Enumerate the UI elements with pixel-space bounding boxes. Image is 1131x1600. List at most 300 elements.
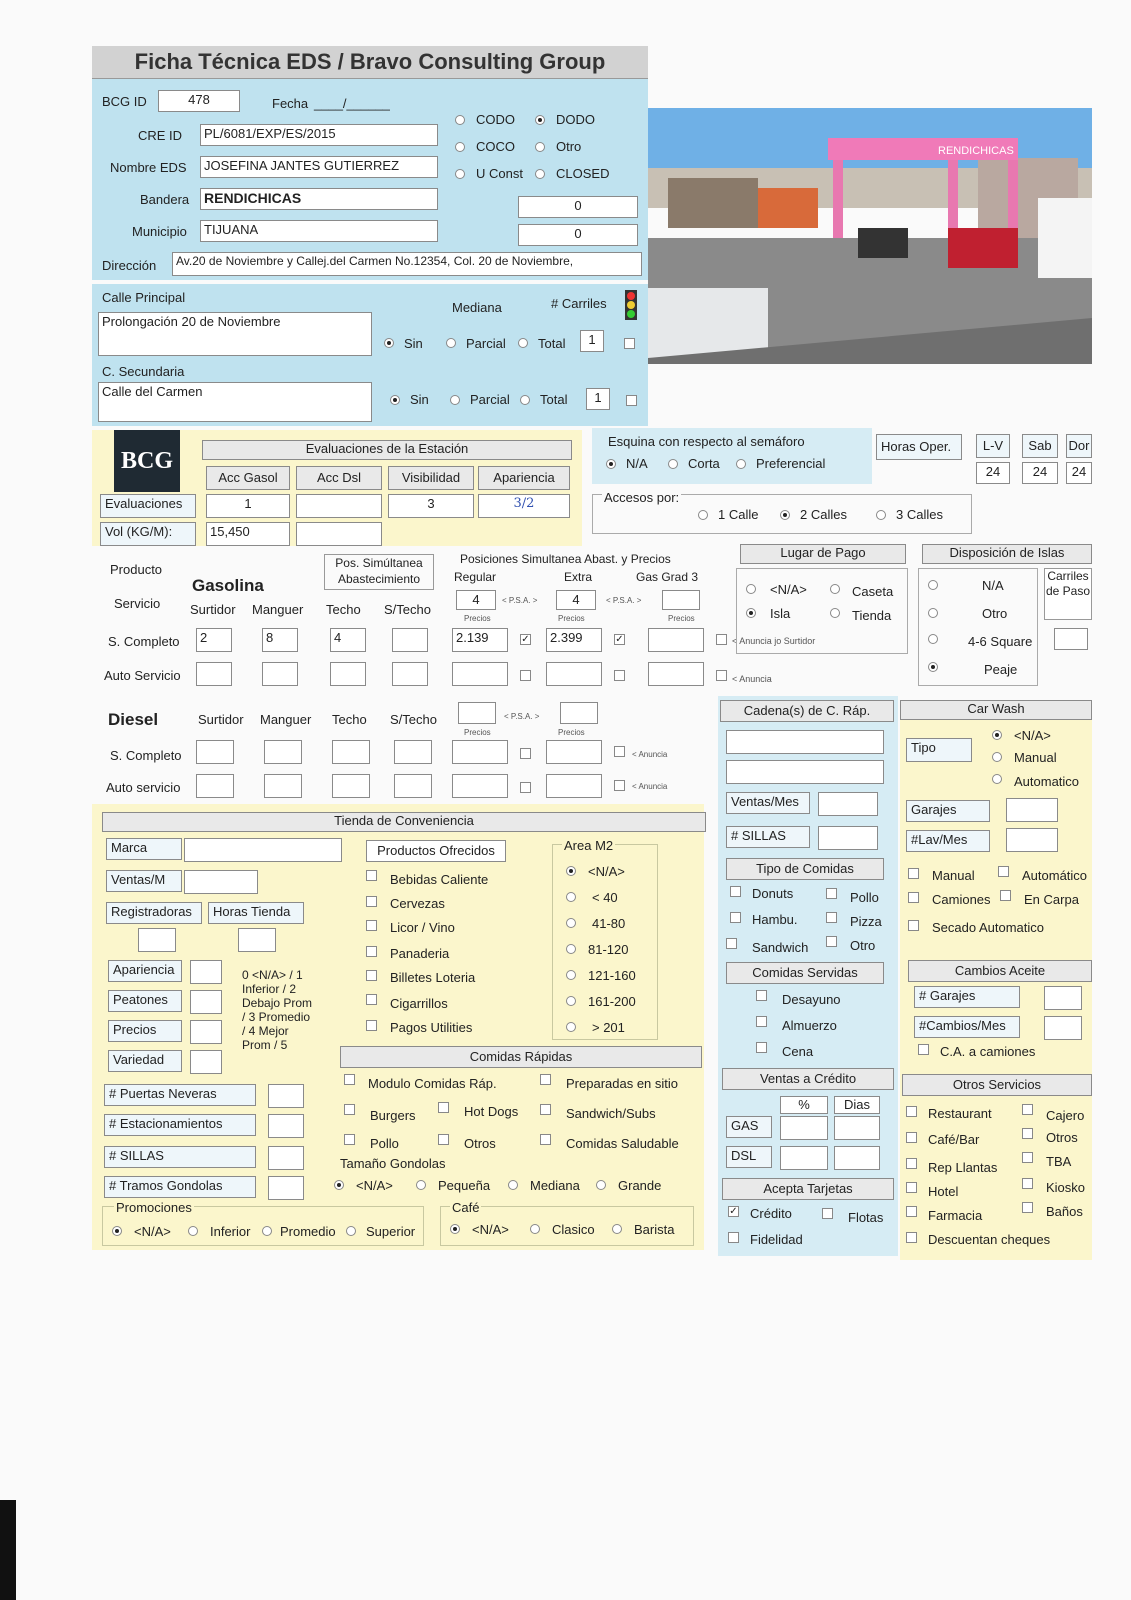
- cadenas-ventas-field[interactable]: [818, 792, 878, 816]
- otros-banos-label: Baños: [1046, 1204, 1083, 1219]
- extra-psa-field[interactable]: 4: [556, 590, 596, 610]
- promo-superior-radio[interactable]: [346, 1226, 356, 1236]
- mediana2-parcial-label: Parcial: [470, 392, 510, 407]
- tipo-donuts-label: Donuts: [752, 886, 794, 901]
- otros-cafebar-label: Café/Bar: [928, 1132, 980, 1147]
- nombre-field[interactable]: JOSEFINA JANTES GUTIERREZ: [200, 156, 438, 178]
- gas-sc-label: S. Completo: [108, 634, 180, 649]
- type-otro-label: Otro: [556, 139, 582, 154]
- type-dodo-label: DODO: [556, 112, 595, 127]
- tipo-pizza-label: Pizza: [850, 914, 882, 929]
- otros-banos-check[interactable]: [1022, 1202, 1033, 1213]
- carwash-lav-button[interactable]: #Lav/Mes: [906, 830, 990, 852]
- diesel-title: Diesel: [108, 710, 159, 729]
- dsl-sc-surtidor[interactable]: [196, 740, 234, 764]
- eval-col-visibilidad: Visibilidad: [388, 466, 474, 490]
- promo-promedio-radio[interactable]: [262, 1226, 272, 1236]
- horas-oper-button[interactable]: Horas Oper.: [876, 434, 962, 460]
- cre-id-field[interactable]: PL/6081/EXP/ES/2015: [200, 124, 438, 146]
- tipo-hambu-check[interactable]: [730, 912, 741, 923]
- mediana1-total-radio[interactable]: [518, 338, 528, 348]
- carriles1-check[interactable]: [624, 338, 635, 349]
- regular-psa-field[interactable]: 4: [456, 590, 496, 610]
- cr-burgers-check[interactable]: [344, 1104, 355, 1115]
- calle-principal-field[interactable]: Prolongación 20 de Noviembre: [98, 312, 372, 356]
- islas-otro-label: Otro: [982, 606, 1008, 621]
- gas-auto-check-3[interactable]: [716, 670, 727, 681]
- carwash-auto-radio[interactable]: [992, 774, 1002, 784]
- area-80-label: 41-80: [592, 916, 626, 931]
- tienda-marca-field[interactable]: [184, 838, 342, 862]
- type-dodo-radio[interactable]: [535, 115, 545, 125]
- area-201-label: > 201: [592, 1020, 625, 1035]
- mediana-label: Mediana: [452, 300, 502, 315]
- promo-na-label: <N/A>: [134, 1224, 171, 1239]
- estacionamientos-button[interactable]: # Estacionamientos: [104, 1114, 256, 1136]
- carwash-garajes-button[interactable]: Garajes: [906, 800, 990, 822]
- cr-modulo-check[interactable]: [344, 1074, 355, 1085]
- direccion-label: Dirección: [102, 258, 157, 273]
- esquina-pref-label: Preferencial: [756, 456, 826, 471]
- credito-dsl-pct[interactable]: [780, 1146, 828, 1170]
- tipo-hambu-label: Hambu.: [752, 912, 798, 927]
- aceite-garajes-field[interactable]: [1044, 986, 1082, 1010]
- servidas-title: Comidas Servidas: [726, 962, 884, 984]
- gondolas-pequena-label: Pequeña: [438, 1178, 491, 1193]
- dsl-psa-1[interactable]: [458, 702, 496, 724]
- esquina-title: Esquina con respecto al semáforo: [608, 434, 805, 449]
- gas-col-manguer: Manguer: [252, 602, 304, 617]
- otros-cafebar-check[interactable]: [906, 1132, 917, 1143]
- islas-na-radio[interactable]: [928, 580, 938, 590]
- num-field-2[interactable]: 0: [518, 224, 638, 246]
- vol-field[interactable]: 15,450: [206, 522, 290, 546]
- gas-auto-surtidor[interactable]: [196, 662, 232, 686]
- tienda-precios-field[interactable]: [190, 1020, 222, 1044]
- dsl-psa-tag: < P.S.A. >: [504, 712, 540, 721]
- eval-apariencia-field[interactable]: 3/2: [478, 494, 570, 518]
- gas-auto-techo[interactable]: [330, 662, 366, 686]
- servidas-desayuno-label: Desayuno: [782, 992, 841, 1007]
- area-40-label: < 40: [592, 890, 618, 905]
- tienda-registradoras-field[interactable]: [138, 928, 176, 952]
- eval-title: Evaluaciones de la Estación: [202, 440, 572, 460]
- vol-field-2[interactable]: [296, 522, 382, 546]
- prod-panaderia-check[interactable]: [366, 946, 377, 957]
- tarjetas-flotas-check[interactable]: [822, 1208, 833, 1219]
- bcg-id-label: BCG ID: [102, 94, 147, 109]
- cr-pollo-check[interactable]: [344, 1134, 355, 1145]
- cafe-clasico-radio[interactable]: [530, 1224, 540, 1234]
- prod-loteria-label: Billetes Loteria: [390, 970, 476, 985]
- otros-llantas-check[interactable]: [906, 1158, 917, 1169]
- scale-line-1: 0 <N/A> / 1: [242, 968, 303, 982]
- dsl-col-surtidor: Surtidor: [198, 712, 244, 727]
- tienda-variedad-button[interactable]: Variedad: [108, 1050, 182, 1072]
- carwash-na-radio[interactable]: [992, 730, 1002, 740]
- promo-na-radio[interactable]: [112, 1226, 122, 1236]
- promo-inferior-label: Inferior: [210, 1224, 251, 1239]
- cr-saludable-label: Comidas Saludable: [566, 1136, 679, 1151]
- area-na-label: <N/A>: [588, 864, 625, 879]
- prod-bebidas-check[interactable]: [366, 870, 377, 881]
- mediana2-total-radio[interactable]: [520, 395, 530, 405]
- gasolina-title: Gasolina: [192, 576, 264, 595]
- dsl-auto-check-1[interactable]: [520, 782, 531, 793]
- islas-otro-radio[interactable]: [928, 608, 938, 618]
- accesos-2-label: 2 Calles: [800, 507, 847, 522]
- mediana1-sin-radio[interactable]: [384, 338, 394, 348]
- accesos-1-radio[interactable]: [698, 510, 708, 520]
- tienda-horas-field[interactable]: [238, 928, 276, 952]
- servidas-cena-check[interactable]: [756, 1042, 767, 1053]
- gas-sc-surtidor[interactable]: 2: [196, 628, 232, 652]
- otros-cajero-label: Cajero: [1046, 1108, 1085, 1123]
- calle-secundaria-label: C. Secundaria: [102, 364, 185, 379]
- tienda-registradoras-button[interactable]: Registradoras: [106, 902, 202, 924]
- prod-utilities-check[interactable]: [366, 1020, 377, 1031]
- horas-col-dom: Dor: [1066, 434, 1092, 458]
- tipo-pollo-check[interactable]: [826, 888, 837, 899]
- tienda-title: Tienda de Conveniencia: [102, 812, 706, 832]
- carwash-lav-field[interactable]: [1006, 828, 1058, 852]
- tramos-button[interactable]: # Tramos Gondolas: [104, 1176, 256, 1198]
- dsl-sc-check-2[interactable]: [614, 746, 625, 757]
- eval-accgasol-field[interactable]: 1: [206, 494, 290, 518]
- pago-tienda-label: Tienda: [852, 608, 892, 623]
- cw-camiones-check[interactable]: [908, 892, 919, 903]
- tienda-marca-button[interactable]: Marca: [106, 838, 182, 860]
- carwash-garajes-field[interactable]: [1006, 798, 1058, 822]
- dsl-sc-price-1[interactable]: [452, 740, 508, 764]
- aceite-title: Cambios Aceite: [908, 960, 1092, 982]
- horas-sab-field[interactable]: 24: [1022, 462, 1058, 484]
- tienda-apariencia-field[interactable]: [190, 960, 222, 984]
- cr-sandwich-check[interactable]: [540, 1104, 551, 1115]
- dsl-psa-2[interactable]: [560, 702, 598, 724]
- scale-line-2: Inferior / 2: [242, 982, 297, 996]
- cadenas-sillas-button[interactable]: # SILLAS: [726, 826, 810, 848]
- carwash-na-label: <N/A>: [1014, 728, 1051, 743]
- esquina-corta-radio[interactable]: [668, 459, 678, 469]
- esquina-na-radio[interactable]: [606, 459, 616, 469]
- extra-psa-tag: < P.S.A. >: [606, 596, 642, 605]
- mediana1-parcial-radio[interactable]: [446, 338, 456, 348]
- traffic-light-icon: [618, 290, 644, 320]
- credito-pct-header: %: [780, 1096, 828, 1114]
- gas-auto-manguer[interactable]: [262, 662, 298, 686]
- area-201-radio[interactable]: [566, 1022, 576, 1032]
- otros-restaurant-label: Restaurant: [928, 1106, 992, 1121]
- precios-tag-2: Precios: [558, 614, 585, 623]
- accesos-3-radio[interactable]: [876, 510, 886, 520]
- gas-auto-check-1[interactable]: [520, 670, 531, 681]
- pago-tienda-radio[interactable]: [830, 608, 840, 618]
- aceite-cambios-button[interactable]: #Cambios/Mes: [914, 1016, 1020, 1038]
- promo-superior-label: Superior: [366, 1224, 416, 1239]
- fecha-label: Fecha: [272, 96, 309, 111]
- estacionamientos-field[interactable]: [268, 1114, 304, 1138]
- dsl-auto-price-1[interactable]: [452, 774, 508, 798]
- gas-auto-stecho[interactable]: [392, 662, 428, 686]
- area-200-radio[interactable]: [566, 996, 576, 1006]
- cw-manual-label: Manual: [932, 868, 975, 883]
- cre-id-label: CRE ID: [138, 128, 183, 143]
- esquina-pref-radio[interactable]: [736, 459, 746, 469]
- area-120-label: 81-120: [588, 942, 629, 957]
- type-codo-radio[interactable]: [455, 115, 465, 125]
- credito-gas-dias[interactable]: [834, 1116, 880, 1140]
- gondolas-pequena-radio[interactable]: [416, 1180, 426, 1190]
- tienda-sillas-button[interactable]: # SILLAS: [104, 1146, 256, 1168]
- dsl-auto-check-2[interactable]: [614, 780, 625, 791]
- gas-sc-stecho[interactable]: [392, 628, 428, 652]
- num-field-1[interactable]: 0: [518, 196, 638, 218]
- bcg-logo: BCG: [114, 430, 180, 492]
- tarjetas-credito-check[interactable]: ✓: [729, 1206, 738, 1217]
- gondolas-na-label: <N/A>: [356, 1178, 393, 1193]
- pago-na-radio[interactable]: [746, 584, 756, 594]
- lugar-pago-title: Lugar de Pago: [740, 544, 906, 564]
- servidas-desayuno-check[interactable]: [756, 990, 767, 1001]
- servidas-almuerzo-check[interactable]: [756, 1016, 767, 1027]
- bcg-id-field[interactable]: 478: [158, 90, 240, 112]
- mediana2-sin-radio[interactable]: [390, 395, 400, 405]
- horas-col-sab: Sab: [1022, 434, 1058, 458]
- tipo-pollo-label: Pollo: [850, 890, 879, 905]
- dsl-sc-manguer[interactable]: [264, 740, 302, 764]
- cr-modulo-label: Modulo Comidas Ráp.: [368, 1076, 497, 1091]
- otros-farmacia-check[interactable]: [906, 1206, 917, 1217]
- gas-extra-anuncia-check[interactable]: ✓: [615, 634, 624, 645]
- comidas-title: Comidas Rápidas: [340, 1046, 702, 1068]
- dsl-sc-check-1[interactable]: [520, 748, 531, 759]
- municipio-field[interactable]: TIJUANA: [200, 220, 438, 242]
- type-coco-radio[interactable]: [455, 142, 465, 152]
- dsl-auto-stecho[interactable]: [394, 774, 432, 798]
- islas-square-radio[interactable]: [928, 634, 938, 644]
- cafe-barista-radio[interactable]: [612, 1224, 622, 1234]
- prod-cervezas-check[interactable]: [366, 896, 377, 907]
- credito-dias-header: Dias: [834, 1096, 880, 1114]
- gas-sc-manguer[interactable]: 8: [262, 628, 298, 652]
- esquina-na-label: N/A: [626, 456, 648, 471]
- otros-hotel-check[interactable]: [906, 1182, 917, 1193]
- carriles-paso-field[interactable]: [1054, 628, 1088, 650]
- productos-title: Productos Ofrecidos: [366, 840, 506, 862]
- pago-isla-label: Isla: [770, 606, 791, 621]
- otros-kiosko-check[interactable]: [1022, 1178, 1033, 1189]
- credito-gas-pct[interactable]: [780, 1116, 828, 1140]
- tienda-variedad-field[interactable]: [190, 1050, 222, 1074]
- cr-saludable-check[interactable]: [540, 1134, 551, 1145]
- prod-cervezas-label: Cervezas: [390, 896, 445, 911]
- carwash-tipo-button[interactable]: Tipo: [906, 738, 972, 762]
- eval-col-accgasol: Acc Gasol: [206, 466, 290, 490]
- gas-auto-price-2[interactable]: [546, 662, 602, 686]
- accesos-2-radio[interactable]: [780, 510, 790, 520]
- otros-otros-check[interactable]: [1022, 1128, 1033, 1139]
- area-na-radio[interactable]: [566, 866, 576, 876]
- tienda-apariencia-button[interactable]: Apariencia: [108, 960, 182, 982]
- area-40-radio[interactable]: [566, 892, 576, 902]
- tienda-ventas-field[interactable]: [184, 870, 258, 894]
- type-otro-radio[interactable]: [535, 142, 545, 152]
- tienda-precios-button[interactable]: Precios: [108, 1020, 182, 1042]
- cadenas-field-2[interactable]: [726, 760, 884, 784]
- gondolas-grande-radio[interactable]: [596, 1180, 606, 1190]
- gas-auto-price-3[interactable]: [648, 662, 704, 686]
- prod-cigarrillos-label: Cigarrillos: [390, 996, 448, 1011]
- type-closed-radio[interactable]: [535, 169, 545, 179]
- mediana2-parcial-radio[interactable]: [450, 395, 460, 405]
- tipo-donuts-check[interactable]: [730, 886, 741, 897]
- tienda-ventas-button[interactable]: Ventas/M: [106, 870, 182, 892]
- gas-grade3-anuncia-check[interactable]: [716, 634, 727, 645]
- gas-col-surtidor: Surtidor: [190, 602, 236, 617]
- cw-automatico-check[interactable]: [998, 866, 1009, 877]
- prod-loteria-check[interactable]: [366, 970, 377, 981]
- cr-preparadas-check[interactable]: [540, 1074, 551, 1085]
- eval-visibilidad-field[interactable]: 3: [388, 494, 474, 518]
- carwash-auto-label: Automatico: [1014, 774, 1080, 789]
- area-120-radio[interactable]: [566, 944, 576, 954]
- calle-secundaria-field[interactable]: Calle del Carmen: [98, 382, 372, 422]
- dsl-auto-surtidor[interactable]: [196, 774, 234, 798]
- tarjetas-fidelidad-check[interactable]: [728, 1232, 739, 1243]
- gas-sc-techo[interactable]: 4: [330, 628, 366, 652]
- scale-line-4: / 3 Promedio: [242, 1010, 311, 1024]
- eval-col-apariencia: Apariencia: [478, 466, 570, 490]
- cafe-title: Café: [452, 1200, 480, 1215]
- gas-price-extra[interactable]: 2.399: [546, 628, 602, 652]
- area-160-radio[interactable]: [566, 970, 576, 980]
- type-uconst-radio[interactable]: [455, 169, 465, 179]
- gondolas-na-radio[interactable]: [334, 1180, 344, 1190]
- horas-dom-field[interactable]: 24: [1066, 462, 1092, 484]
- cw-carpa-check[interactable]: [1000, 890, 1011, 901]
- dsl-col-techo: Techo: [332, 712, 367, 727]
- aceite-cambios-field[interactable]: [1044, 1016, 1082, 1040]
- otros-tba-check[interactable]: [1022, 1152, 1033, 1163]
- scale-line-5: / 4 Mejor: [242, 1024, 289, 1038]
- prod-licor-check[interactable]: [366, 920, 377, 931]
- bandera-field[interactable]: RENDICHICAS: [200, 188, 438, 210]
- cadenas-field-1[interactable]: [726, 730, 884, 754]
- tienda-sillas-field[interactable]: [268, 1146, 304, 1170]
- gas-auto-price-1[interactable]: [452, 662, 508, 686]
- tienda-horas-button[interactable]: Horas Tienda: [208, 902, 304, 924]
- cafe-na-radio[interactable]: [450, 1224, 460, 1234]
- calle-principal-label: Calle Principal: [102, 290, 186, 305]
- credito-dsl-button[interactable]: DSL: [726, 1146, 772, 1168]
- dsl-auto-manguer[interactable]: [264, 774, 302, 798]
- tipo-otro-check[interactable]: [826, 936, 837, 947]
- gondolas-grande-label: Grande: [618, 1178, 662, 1193]
- tipo-sandwich-label: Sandwich: [752, 940, 809, 955]
- carriles2-field[interactable]: 1: [586, 388, 610, 410]
- otros-cajero-check[interactable]: [1022, 1104, 1033, 1115]
- tipo-otro-label: Otro: [850, 938, 876, 953]
- otros-otros-label: Otros: [1046, 1130, 1078, 1145]
- dsl-auto-techo[interactable]: [332, 774, 370, 798]
- regular-psa-tag: < P.S.A. >: [502, 596, 538, 605]
- promo-inferior-radio[interactable]: [188, 1226, 198, 1236]
- aceite-ca-check[interactable]: [918, 1044, 929, 1055]
- islas-peaje-radio[interactable]: [928, 662, 938, 672]
- prod-cigarrillos-check[interactable]: [366, 994, 377, 1005]
- area-80-radio[interactable]: [566, 918, 576, 928]
- tramos-field[interactable]: [268, 1176, 304, 1200]
- dsl-sc-anuncia: < Anuncia: [632, 750, 668, 759]
- tienda-peatones-field[interactable]: [190, 990, 222, 1014]
- dsl-sc-price-2[interactable]: [546, 740, 602, 764]
- credito-dsl-dias[interactable]: [834, 1146, 880, 1170]
- servidas-almuerzo-label: Almuerzo: [782, 1018, 837, 1033]
- gondolas-mediana-radio[interactable]: [508, 1180, 518, 1190]
- dsl-sc-techo[interactable]: [332, 740, 370, 764]
- aceite-garajes-button[interactable]: # Garajes: [914, 986, 1020, 1008]
- otros-cheques-check[interactable]: [906, 1232, 917, 1243]
- accesos-3-label: 3 Calles: [896, 507, 943, 522]
- gas-price-grade3[interactable]: [648, 628, 704, 652]
- cr-otros-check[interactable]: [438, 1134, 449, 1145]
- pago-isla-radio[interactable]: [746, 608, 756, 618]
- tipo-pizza-check[interactable]: [826, 912, 837, 923]
- otros-cheques-label: Descuentan cheques: [928, 1232, 1051, 1247]
- cw-secado-check[interactable]: [908, 920, 919, 931]
- promo-title: Promociones: [116, 1200, 192, 1215]
- vol-button[interactable]: Vol (KG/M):: [100, 522, 196, 546]
- carriles2-check[interactable]: [626, 395, 637, 406]
- title-bar: [92, 46, 648, 79]
- otros-kiosko-label: Kiosko: [1046, 1180, 1086, 1195]
- cadenas-sillas-field[interactable]: [818, 826, 878, 850]
- gas-regular-anuncia-check[interactable]: ✓: [521, 634, 530, 645]
- gas-price-regular[interactable]: 2.139: [452, 628, 508, 652]
- puertas-field[interactable]: [268, 1084, 304, 1108]
- cadenas-ventas-button[interactable]: Ventas/Mes: [726, 792, 810, 814]
- grade3-psa-field[interactable]: [662, 590, 700, 610]
- direccion-field[interactable]: Av.20 de Noviembre y Callej.del Carmen No.12354, Col. 20 de Noviembre,: [172, 252, 642, 276]
- cr-otros-label: Otros: [464, 1136, 496, 1151]
- cr-hotdogs-check[interactable]: [438, 1102, 449, 1113]
- dsl-auto-price-2[interactable]: [546, 774, 602, 798]
- tienda-peatones-button[interactable]: Peatones: [108, 990, 182, 1012]
- puertas-button[interactable]: # Puertas Neveras: [104, 1084, 256, 1106]
- horas-lv-field[interactable]: 24: [976, 462, 1010, 484]
- dsl-sc-stecho[interactable]: [394, 740, 432, 764]
- nombre-label: Nombre EDS: [110, 160, 187, 175]
- gas-auto-label: Auto Servicio: [104, 668, 181, 683]
- cr-hotdogs-label: Hot Dogs: [464, 1104, 519, 1119]
- eval-accdsl-field[interactable]: [296, 494, 382, 518]
- cw-manual-check[interactable]: [908, 868, 919, 879]
- tipo-sandwich-check[interactable]: [726, 938, 737, 949]
- otros-title: Otros Servicios: [902, 1074, 1092, 1096]
- carriles1-field[interactable]: 1: [580, 330, 604, 352]
- pago-caseta-radio[interactable]: [830, 584, 840, 594]
- station-photo: [648, 108, 1092, 364]
- type-closed-label: CLOSED: [556, 166, 610, 181]
- otros-restaurant-check[interactable]: [906, 1106, 917, 1117]
- evaluaciones-button[interactable]: Evaluaciones: [100, 494, 196, 518]
- fecha-field[interactable]: ____/______: [314, 96, 390, 111]
- carwash-manual-radio[interactable]: [992, 752, 1002, 762]
- gas-auto-check-2[interactable]: [614, 670, 625, 681]
- credito-gas-button[interactable]: GAS: [726, 1116, 772, 1138]
- gas-auto-anuncia: < Anuncia: [732, 674, 772, 684]
